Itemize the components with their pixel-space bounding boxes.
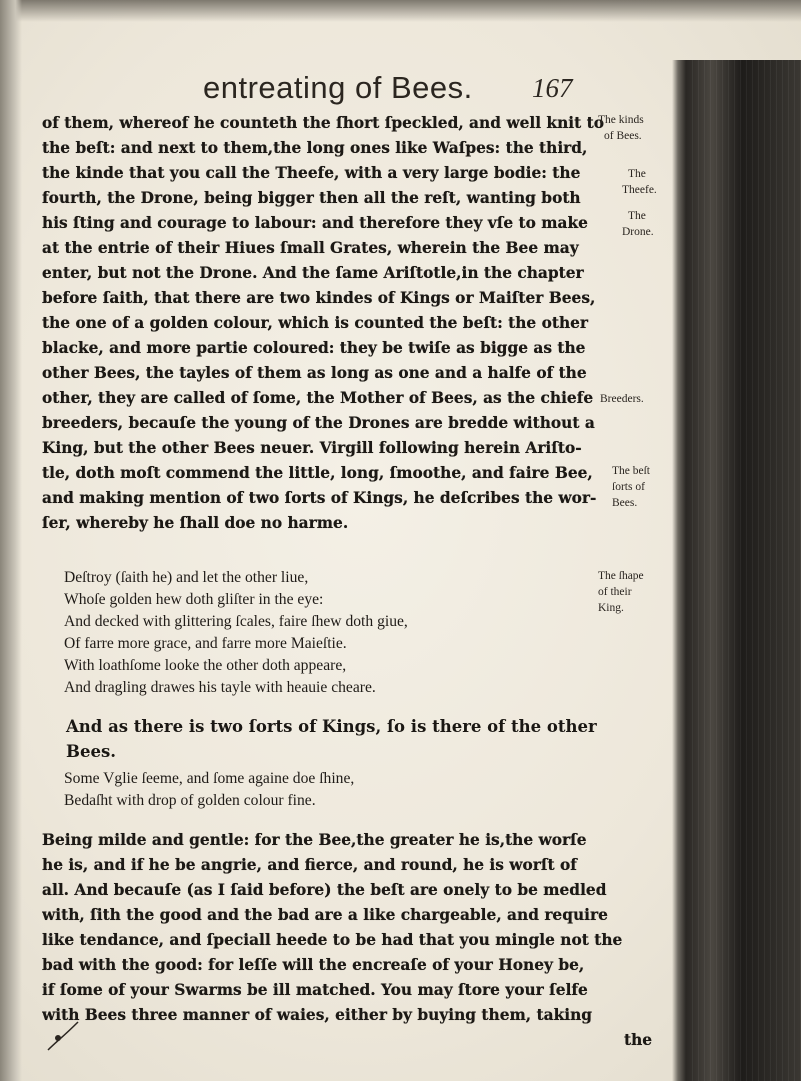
margin-note-line: The (628, 168, 646, 180)
text-line: other Bees, the tayles of them as long as one and a halfe of the (42, 364, 587, 382)
margin-note-line: of Bees. (604, 130, 642, 142)
verse-line: Whoſe golden hew doth gliſter in the eye: (64, 591, 324, 608)
catchword: the (624, 1031, 653, 1049)
margin-note-line: The kinds (598, 114, 644, 126)
text-line: before ſaith, that there are two kindes of Kings or Maiſter Bees, (42, 289, 596, 307)
margin-note-line: of their (598, 586, 632, 598)
binding-shadow (0, 0, 22, 1081)
margin-note-line: ſorts of (612, 481, 645, 493)
margin-note-line: Bees. (612, 497, 638, 509)
margin-note-line: The (628, 210, 646, 222)
margin-note-line: The ſhape (598, 570, 644, 582)
verse-line: Deſtroy (ſaith he) and let the other liue, (64, 569, 309, 586)
page-number: 167 (532, 73, 573, 103)
text-line: breeders, becauſe the young of the Drones are bredde without a (42, 414, 595, 432)
text-line: with Bees three manner of waies, either by buying them, taking (42, 1006, 593, 1024)
section-heading-cont: Bees. (66, 742, 116, 761)
text-line: tle, doth moſt commend the little, long, ſmoothe, and faire Bee, (42, 464, 593, 482)
verse-line: And decked with glittering ſcales, faire ſhew doth giue, (64, 613, 408, 630)
ink-mark-icon (44, 1014, 84, 1054)
verse-line: Bedaſht with drop of golden colour fine. (64, 792, 316, 809)
text-line: at the entrie of their Hiues ſmall Grates, wherein the Bee may (42, 239, 579, 257)
text-line: Being milde and gentle: for the Bee,the greater he is,the worſe (42, 831, 587, 849)
running-head: entreating of Bees. (203, 70, 473, 105)
text-line: and making mention of two ſorts of Kings, he deſcribes the wor- (42, 489, 597, 507)
text-line: with, ſith the good and the bad are a like chargeable, and require (42, 906, 608, 924)
margin-note-line: King. (598, 602, 624, 614)
text-line: ſer, whereby he ſhall doe no harme. (42, 514, 349, 532)
page-top-shadow (0, 0, 801, 22)
margin-note-line: Breeders. (600, 393, 644, 405)
section-heading: And as there is two ſorts of Kings, ſo is there of the other (66, 717, 597, 736)
text-line: the beſt: and next to them,the long ones like Waſpes: the third, (42, 139, 588, 157)
verse-line: Of farre more grace, and farre more Maieſtie. (64, 635, 347, 652)
margin-note-line: The beſt (612, 465, 650, 477)
text-line: other, they are called of ſome, the Mother of Bees, as the chiefe (42, 389, 594, 407)
text-line: all. And becauſe (as I ſaid before) the beſt are onely to be medled (42, 881, 607, 899)
verse-line: And dragling drawes his tayle with heauie cheare. (64, 679, 376, 696)
text-line: fourth, the Drone, being bigger then all the reſt, wanting both (42, 189, 581, 207)
page-stack-lines (692, 60, 801, 1081)
margin-note-line: Theefe. (622, 184, 657, 196)
verse-line: With loathſome looke the other doth appeare, (64, 657, 347, 674)
verse-line: Some Vglie ſeeme, and ſome againe doe ſhine, (64, 770, 355, 787)
text-line: enter, but not the Drone. And the ſame Ariſtotle,in the chapter (42, 264, 584, 282)
text-line: King, but the other Bees neuer. Virgill following herein Ariſto- (42, 439, 582, 457)
text-line: the kinde that you call the Theefe, with a very large bodie: the (42, 164, 581, 182)
text-line: if ſome of your Swarms be ill matched. You may ſtore your ſelfe (42, 981, 588, 999)
text-line: the one of a golden colour, which is counted the beſt: the other (42, 314, 589, 332)
text-line: of them, whereof he counteth the ſhort ſpeckled, and well knit to (42, 114, 604, 132)
margin-note-line: Drone. (622, 226, 654, 238)
text-line: he is, and if he be angrie, and fierce, and round, he is worſt of (42, 856, 577, 874)
text-line: bad with the good: for leſſe will the encreaſe of your Honey be, (42, 956, 585, 974)
text-line: blacke, and more partie coloured: they be twiſe as bigge as the (42, 339, 586, 357)
text-line: like tendance, and ſpeciall heede to be had that you mingle not the (42, 931, 623, 949)
text-line: his ſting and courage to labour: and therefore they vſe to make (42, 214, 588, 232)
